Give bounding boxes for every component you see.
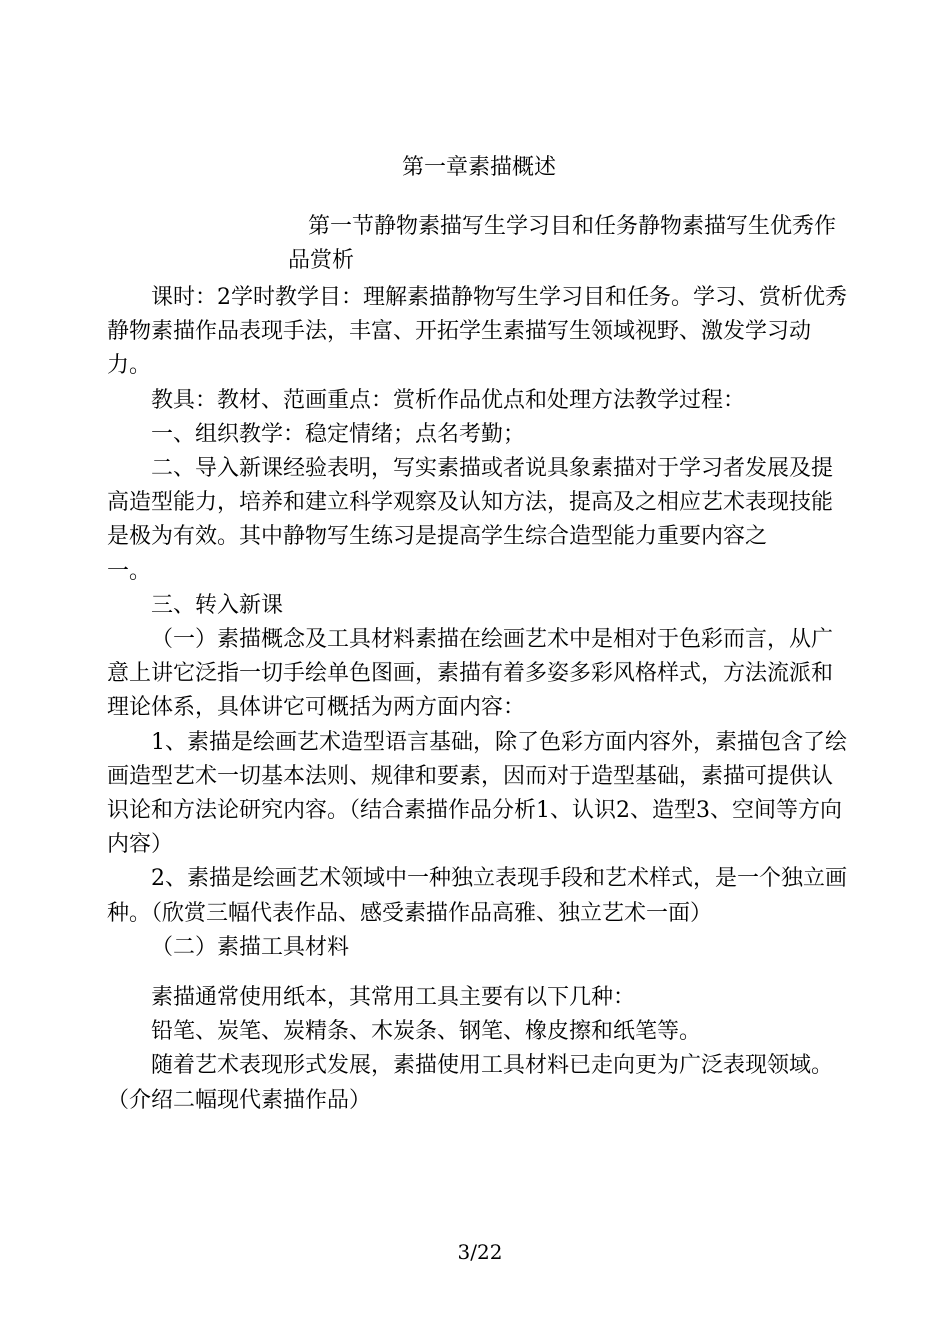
paragraph-development: 随着艺术表现形式发展，素描使用工具材料已走向更为广泛表现领域。（介绍二幅现代素描作品）: [107, 1053, 834, 1113]
page-number: 3/22: [457, 1240, 503, 1264]
chapter-title: 第一章素描概述: [401, 155, 556, 180]
paragraph-teaching-aids: 教具：教材、范画重点：赏析作品优点和处理方法教学过程：: [151, 387, 746, 413]
paragraph-lesson-hours: 课时：2学时教学目：理解素描静物写生学习目和任务。学习、赏析优秀静物素描作品表现手法，丰富、开拓学生素描写生领域视野、激发学习动力。: [107, 285, 847, 379]
paragraph-point-2: 2、素描是绘画艺术领域中一种独立表现手段和艺术样式，是一个独立画种。（欣赏三幅代表作品、感受素描作品高雅、独立艺术一面）: [107, 866, 847, 926]
paragraph-paper-usage: 素描通常使用纸本，其常用工具主要有以下几种：: [151, 985, 636, 1011]
paragraph-tools-heading: （二）素描工具材料: [151, 934, 350, 960]
section-title: 第一节静物素描写生学习目和任务静物素描写生优秀作品赏析: [288, 214, 837, 273]
paragraph-new-lesson-heading: 三、转入新课: [151, 592, 284, 618]
paragraph-organize-teaching: 一、组织教学：稳定情绪；点名考勤；: [151, 421, 526, 447]
document-body: [107, 281, 847, 1118]
paragraph-sketch-concept: （一）素描概念及工具材料素描在绘画艺术中是相对于色彩而言，从广意上讲它泛指一切手绘单色图画，素描有着多姿多彩风格样式，方法流派和理论体系，具体讲它可概括为两方面内容：: [107, 627, 834, 721]
paragraph-continuation: 一。: [107, 558, 152, 584]
paragraph-point-1: 1、素描是绘画艺术造型语言基础，除了色彩方面内容外，素描包含了绘画造型艺术一切基本法则、规律和要素，因而对于造型基础，素描可提供认识论和方法论研究内容。（结合素描作品分析1、认识2、造型3、空间等方向内容）: [107, 729, 847, 858]
paragraph-tools-list: 铅笔、炭笔、炭精条、木炭条、钢笔、橡皮擦和纸笔等。: [151, 1019, 702, 1045]
paragraph-introduce-lesson: 二、导入新课经验表明，写实素描或者说具象素描对于学习者发展及提高造型能力，培养和建立科学观察及认知方法，提高及之相应艺术表现技能是极为有效。其中静物写生练习是提高学生综合造型能力重要内容之: [107, 456, 834, 550]
